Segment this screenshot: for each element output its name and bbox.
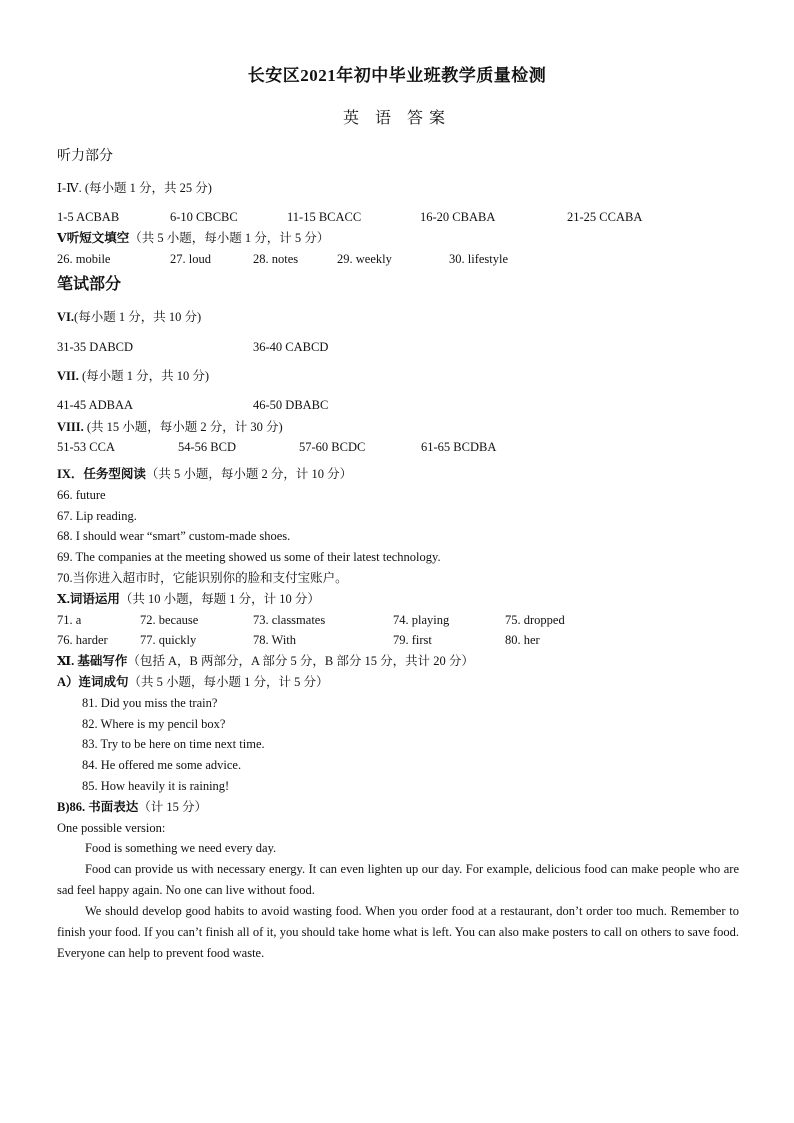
section-11-scoring: （包括 A，B 两部分，A 部分 5 分，B 部分 15 分，共计 20 分）	[127, 654, 474, 668]
section-6-scoring: (每小题 1 分，共 10 分)	[74, 310, 202, 324]
part-b-label: B)86. 书面表达	[57, 800, 139, 814]
answer-75: 75. dropped	[505, 613, 565, 627]
section-11-label: Ⅺ. 基础写作	[57, 654, 128, 668]
section-10-scoring: （共 10 小题，每题 1 分，计 10 分）	[119, 592, 320, 606]
part-b-title	[57, 799, 207, 815]
answer-30: 30. lifestyle	[449, 252, 509, 266]
part-a-title	[57, 674, 329, 690]
answer-21-25: 21-25 CCABA	[567, 210, 643, 224]
answer-66: 66. future	[57, 488, 106, 502]
answer-72: 72. because	[140, 613, 199, 627]
answer-69: 69. The companies at the meeting showed us some of their latest technology.	[57, 550, 441, 564]
section-8-title	[57, 419, 283, 435]
section-5-label: Ⅴ听短文填空	[57, 231, 130, 245]
section-10-title	[57, 591, 320, 607]
section-6-label: VI.	[57, 310, 75, 324]
answer-54-56: 54-56 BCD	[178, 440, 236, 454]
answer-70: 70.当你进入超市时，它能识别你的脸和支付宝账户。	[57, 571, 348, 585]
answer-36-40: 36-40 CABCD	[253, 340, 329, 354]
answer-57-60: 57-60 BCDC	[299, 440, 366, 454]
answer-6-10: 6-10 CBCBC	[170, 210, 238, 224]
answer-28: 28. notes	[253, 252, 299, 266]
section-8-scoring: (共 15 小题，每小题 2 分，计 30 分)	[83, 420, 283, 434]
part-a-scoring: （共 5 小题，每小题 1 分，计 5 分）	[128, 675, 329, 689]
section-9-scoring: （共 5 小题，每小题 2 分，计 10 分）	[145, 467, 353, 481]
answer-82: 82. Where is my pencil box?	[82, 717, 226, 731]
answer-71: 71. a	[57, 613, 82, 627]
section-6-title	[57, 309, 201, 325]
answer-76: 76. harder	[57, 633, 108, 647]
section-9-label: IX．任务型阅读	[57, 467, 146, 481]
answer-78: 78. With	[253, 633, 297, 647]
answer-11-15: 11-15 BCACC	[287, 210, 362, 224]
part-a-label: A）连词成句	[57, 675, 129, 689]
answer-83: 83. Try to be here on time next time.	[82, 737, 265, 751]
answer-74: 74. playing	[393, 613, 450, 627]
written-heading: 笔试部分	[57, 276, 122, 293]
section-7-scoring: (每小题 1 分，共 10 分)	[78, 369, 210, 383]
answer-77: 77. quickly	[140, 633, 197, 647]
section-11-title	[57, 653, 474, 669]
answer-26: 26. mobile	[57, 252, 111, 266]
answer-68: 68. I should wear “smart” custom-made shoes.	[57, 529, 291, 543]
answer-79: 79. first	[393, 633, 432, 647]
section-5-scoring: （共 5 小题，每小题 1 分，计 5 分）	[129, 231, 330, 245]
answer-61-65: 61-65 BCDBA	[421, 440, 497, 454]
section-9-title	[57, 466, 352, 482]
answer-81: 81. Did you miss the train?	[82, 696, 218, 710]
answer-29: 29. weekly	[337, 252, 392, 266]
answer-84: 84. He offered me some advice.	[82, 758, 242, 772]
page-subtitle: 英 语 答案	[342, 110, 451, 127]
section-1-title: Ⅰ-Ⅳ. (每小题 1 分，共 25 分)	[57, 181, 212, 195]
answer-16-20: 16-20 CBABA	[420, 210, 496, 224]
answer-46-50: 46-50 DBABC	[253, 398, 329, 412]
section-7-title	[57, 368, 209, 384]
page-title: 长安区2021年初中毕业班教学质量检测	[247, 66, 547, 85]
section-7-label: VII.	[57, 369, 79, 383]
answer-73: 73. classmates	[253, 613, 326, 627]
section-10-label: Ⅹ.词语运用	[57, 592, 120, 606]
listening-heading: 听力部分	[57, 149, 113, 164]
section-5-title	[57, 230, 329, 246]
answer-31-35: 31-35 DABCD	[57, 340, 134, 354]
part-b-scoring: （计 15 分）	[138, 800, 208, 814]
essay-paragraph-2: Food can provide us with necessary energy. It can even lighten up our day. For example, delicious food can make people who are sad feel happy again. No one can live without food.	[57, 862, 739, 897]
answer-51-53: 51-53 CCA	[57, 440, 115, 454]
answer-85: 85. How heavily it is raining!	[82, 779, 230, 793]
answer-67: 67. Lip reading.	[57, 509, 137, 523]
possible-version-label: One possible version:	[57, 821, 166, 835]
answer-80: 80. her	[505, 633, 540, 647]
answer-41-45: 41-45 ADBAA	[57, 398, 134, 412]
answer-1-5: 1-5 ACBAB	[57, 210, 120, 224]
essay-paragraph-1: Food is something we need every day.	[85, 841, 277, 855]
section-8-label: VIII.	[57, 420, 84, 434]
answer-27: 27. loud	[170, 252, 211, 266]
essay-paragraph-3: We should develop good habits to avoid wasting food. When you order food at a restaurant, don’t order too much. Remember to finish your food. If you can’t finish all of it, you should take home what is left. You can also make posters to call on others to save food. Everyone can help to prevent food waste.	[57, 904, 739, 960]
